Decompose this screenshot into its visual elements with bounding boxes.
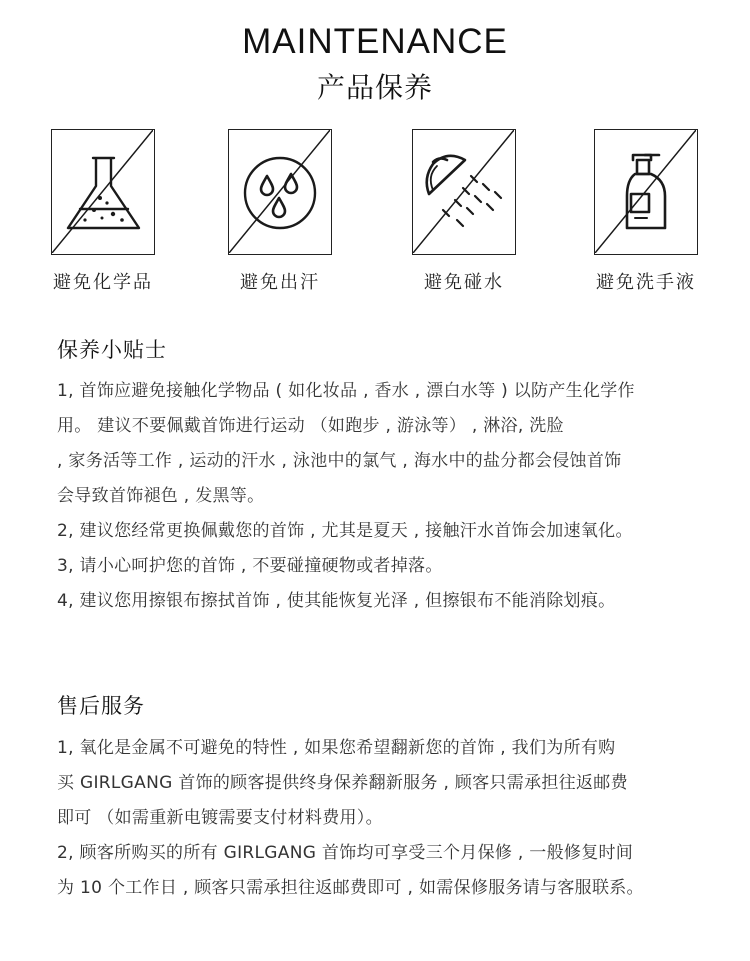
page-title-chinese: 产品保养 (316, 71, 433, 104)
hand-soap-bottle-icon (595, 130, 696, 253)
tips-line: 3, 请小心呵护您的首饰 , 不要碰撞硬物或者掉落。 (57, 556, 443, 576)
after-sales-line: 买 GIRLGANG 首饰的顾客提供终身保养翻新服务 , 顾客只需承担往返邮费 (57, 773, 628, 793)
sweat-drops-icon (229, 130, 330, 253)
tips-line: 4, 建议您用擦银布擦拭首饰 , 使其能恢复光泽 , 但擦银布不能消除划痕。 (57, 591, 616, 611)
tips-section-title: 保养小贴士 (57, 338, 167, 362)
after-sales-section-title: 售后服务 (57, 694, 145, 718)
icon-card-water (412, 129, 516, 255)
shower-water-icon (413, 130, 514, 253)
chemical-flask-icon (52, 130, 153, 253)
tips-line: 2, 建议您经常更换佩戴您的首饰 , 尤其是夏天 , 接触汗水首饰会加速氧化。 (57, 521, 633, 541)
label-avoid-sweat: 避免出汗 (240, 272, 320, 293)
after-sales-line: 2, 顾客所购买的所有 GIRLGANG 首饰均可享受三个月保修 , 一般修复时间 (57, 843, 634, 863)
label-avoid-hand-soap: 避免洗手液 (596, 272, 696, 293)
icon-card-chemicals (51, 129, 155, 255)
after-sales-line: 1, 氧化是金属不可避免的特性 , 如果您希望翻新您的首饰 , 我们为所有购 (57, 738, 616, 758)
tips-line: , 家务活等工作 , 运动的汗水 , 泳池中的氯气 , 海水中的盐分都会侵蚀首饰 (57, 451, 622, 471)
tips-line: 用。 建议不要佩戴首饰进行运动 （如跑步 , 游泳等） , 淋浴, 洗脸 (57, 416, 564, 436)
after-sales-line: 为 10 个工作日 , 顾客只需承担往返邮费即可 , 如需保修服务请与客服联系。 (57, 878, 644, 898)
icon-card-hand-soap (594, 129, 698, 255)
icon-card-sweat (228, 129, 332, 255)
label-avoid-water: 避免碰水 (424, 272, 504, 293)
tips-line: 1, 首饰应避免接触化学物品 ( 如化妆品 , 香水 , 漂白水等 ) 以防产生化学作 (57, 381, 635, 401)
after-sales-line: 即可 （如需重新电镀需要支付材料费用）。 (57, 808, 383, 828)
tips-line: 会导致首饰褪色 , 发黑等。 (57, 486, 265, 506)
page-title-english: MAINTENANCE (242, 22, 508, 61)
label-avoid-chemicals: 避免化学品 (53, 272, 153, 293)
